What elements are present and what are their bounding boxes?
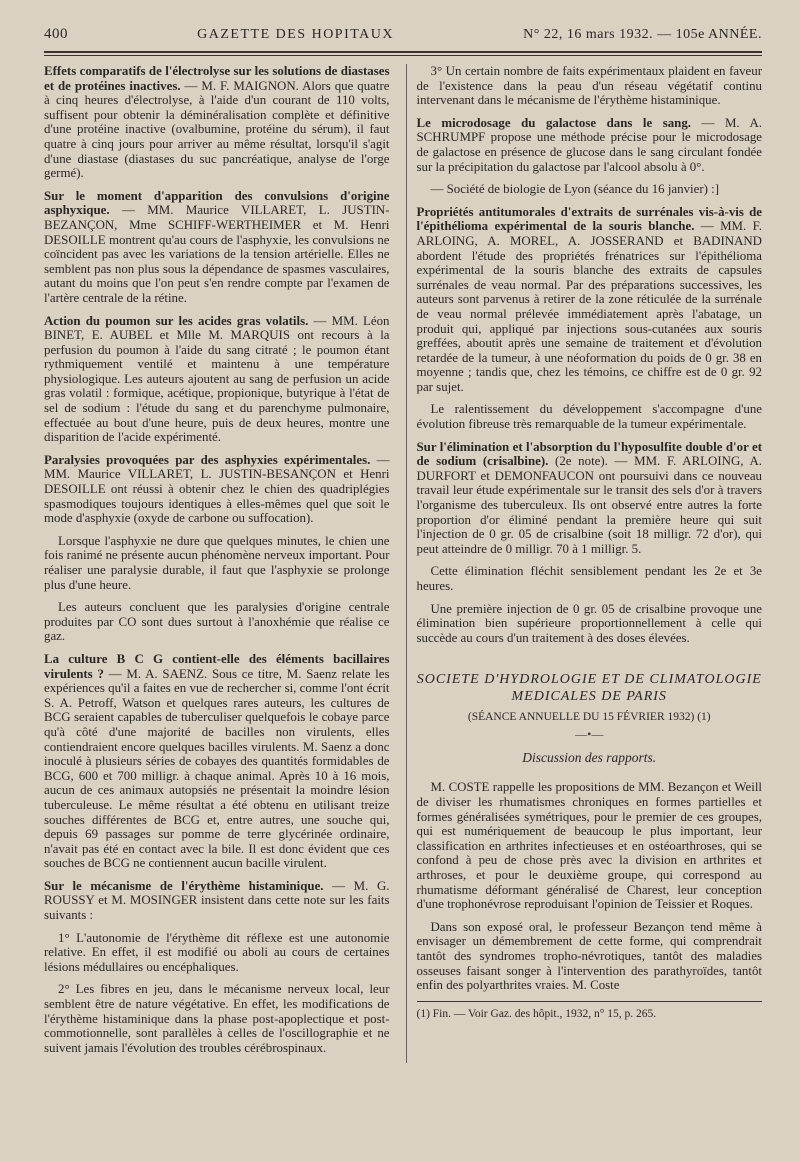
- paragraph: M. COSTE rappelle les propositions de MM. Bezançon et Weill de diviser les rhumatismes chroniques en formes partielles et formes généralisées symétriques, pour le premier de ces groupes, qui est numériquement de beaucoup le plus important, leur classification en arthrites infectieuses et en ostéoarthroses, qui se confond à peu de chose près avec la division en arthrites et arthroses, et pour le deuxième groupe, qui correspond au rhumatisme déformant généralisé de Charest, leur conception d'une trophonévrose reproduisant l'opinion de Teissier et Roques.: [416, 780, 762, 912]
- society-subheading: — Société de biologie de Lyon (séance du 16 janvier) :]: [430, 182, 720, 197]
- article-electrolyse: [44, 64, 390, 181]
- paragraph: Lorsque l'asphyxie ne dure que quelques minutes, le chien une fois ranimé ne présente aucun phénomène nerveux important. Pour réaliser une paralysie durable, il faut que l'asphyxie se prolonge plus d'une heure.: [44, 533, 390, 592]
- ornament-divider: —•—: [575, 727, 604, 742]
- article-title: Sur le mécanisme de l'érythème histaminique.: [44, 878, 324, 893]
- header-rule: [44, 51, 762, 53]
- header-rule-thin: [44, 55, 762, 56]
- footnote: (1) Fin. — Voir Gaz. des hôpit., 1932, n° 15, p. 265.: [416, 1007, 657, 1020]
- article-text: — M. F. MAIGNON. Alors que quatre à cinq heures d'électrolyse, à l'aide d'un courant de 110 volts, suffisent pour obtenir la déminéralisation complète et définitive d'une protéine inactive (ovalbumine, protéine du sérum), il faut quatre à cinq jours pour arriver au même résultat, lorsqu'il s'agit d'une diastase (diastases du suc pancréatique, analyse de l'orge germé).: [44, 78, 390, 181]
- discussion-heading: Discussion des rapports.: [522, 750, 657, 766]
- article-text: — M. A. SCHRUMPF propose une méthode précise pour le microdosage de galactose en présence de glucose dans le sang circulant fondée sur la précipitation du galactose par l'alcool absolu à 0°.: [416, 115, 762, 174]
- paragraph: 2° Les fibres en jeu, dans le mécanisme nerveux local, leur semblent être de nature végétative. En effet, les modifications de l'érythème histaminique dans la phase post-apoplectique et post-commotionnelle, sont parallèles à celles de l'oscillographie et ne suivent jamais l'évolution des troubles cérébrospinaux.: [44, 982, 390, 1055]
- article-title: La culture B C G contient-elle des éléments bacillaires virulents ?: [44, 651, 390, 681]
- article-title: Effets comparatifs de l'électrolyse sur les solutions de diastases et de protéines inactives.: [44, 64, 390, 93]
- article-text: — MM. Maurice VILLARET, L. JUSTIN-BEZANÇON, Mme SCHIFF-WERTHEIMER et M. Henri DESOILLE montrent qu'au cours de l'asphyxie, les convulsions ne coïncident pas avec les variations de la tension artérielle. Elles ne semblent pas non plus sous la dépendance de spasmes vasculaires, autant du moins que l'on peut s'en rendre compte par l'examen de l'artère centrale de la rétine.: [44, 203, 390, 305]
- article-bcg: [44, 652, 390, 871]
- paragraph: 1° L'autonomie de l'érythème dit réflexe est une autonomie relative. En effet, il est modifié ou aboli au cours de certaines lésions médullaires ou encéphaliques.: [44, 930, 390, 974]
- article-text: — MM. Léon BINET, E. AUBEL et Mlle M. MARQUIS ont recours à la perfusion du poumon à l'aide du sang citraté ; le poumon étant rythmiquement ventilé et maintenu à une température physiologique. Les auteurs ajoutent au sang de perfusion un acide gras volatil : formique, acétique, propionique, butyrique à l'état de sel de sodium : l'étude du sang et du parenchyme pulmonaire, effectuée au bout d'une heure, puis de deux heures, montre une disparition de l'acide expérimenté.: [44, 313, 390, 445]
- article-poumon: [44, 314, 390, 445]
- article-title: Sur l'élimination et l'absorption du l'hyposulfite double d'or et de sodium (crisalbine).: [416, 439, 762, 469]
- article-paralysies: [44, 453, 390, 526]
- article-surrenales: [417, 205, 763, 395]
- society-title-line: MEDICALES DE PARIS: [511, 689, 667, 705]
- page-header: [44, 26, 762, 43]
- paragraph: 3° Un certain nombre de faits expérimentaux plaident en faveur de l'existence dans la peau d'un réseau végétatif continu intervenant dans le mécanisme de l'érythème histaminique.: [416, 64, 762, 108]
- journal-title: GAZETTE DES HOPITAUX: [197, 27, 395, 42]
- right-column: [406, 64, 763, 1063]
- page-number: 400: [44, 26, 68, 42]
- article-text: — M. G. ROUSSY et M. MOSINGER insistent dans cette note sur les faits suivants :: [44, 878, 390, 923]
- article-title: Propriétés antitumorales d'extraits de surrénales vis-à-vis de l'épithélioma expérimental de la souris blanche.: [416, 204, 762, 234]
- paragraph: Dans son exposé oral, le professeur Bezançon tend même à envisager un démembrement de cette forme, qui comprendrait tantôt des syndromes tropho-névrotiques, tantôt des maladies osseuses faisant songer à l'intervention des parathyroïdes, tantôt enfin des polyarthrites vraies. M. Coste: [416, 919, 762, 993]
- two-column-body: [44, 64, 762, 1063]
- article-title: Paralysies provoquées par des asphyxies expérimentales.: [44, 452, 371, 467]
- article-convulsions: [44, 189, 390, 306]
- article-crisalbine: [417, 440, 763, 557]
- article-title: Le microdosage du galactose dans le sang.: [416, 115, 692, 130]
- article-text: — MM. F. ARLOING, A. MOREL, A. JOSSERAND et BADINAND abordent l'étude des propriétés frénatrices sur l'épithélioma expérimental de la souris blanche des extraits de capsules surrénales de veau normal. Par des préparations successives, les auteurs sont parvenus à retirer de la zone réticulée de la surrénale de veau normal prélevée immédiatement après l'abatage, un produit qui, appliqué par injections sous-cutanées aux souris greffées, aboutit après une semaine de traitement et d'évolution retardée de la tumeur, à une néoformation du poids de 0 gr. 38 en moyenne ; tandis que, chez les témoins, ce chiffre est de 0 gr. 92 par sujet.: [416, 219, 762, 394]
- issue-info: N° 22, 16 mars 1932. — 105e ANNÉE.: [523, 27, 762, 42]
- society-title-line: SOCIETE D'HYDROLOGIE ET DE CLIMATOLOGIE: [416, 672, 762, 688]
- paragraph: Une première injection de 0 gr. 05 de crisalbine provoque une élimination bien supérieure proportionnellement à celle qui succède au cours d'un traitement à des doses élevées.: [416, 601, 762, 645]
- article-galactose: [417, 116, 763, 174]
- paragraph: Les auteurs concluent que les paralysies d'origine centrale produites par CO sont dues surtout à l'anoxhémie que réalise ce gaz.: [44, 600, 390, 644]
- article-erytheme: [44, 879, 390, 923]
- article-text: — MM. Maurice VILLARET, L. JUSTIN-BESANÇON et Henri DESOILLE ont réussi à obtenir chez le chien des quadriplégies spasmodiques toujours identiques à elles-mêmes quel que soit le mode d'asphyxie (oxyde de carbone ou suffocation).: [44, 452, 390, 526]
- article-text: (2e note). — MM. F. ARLOING, A. DURFORT et DEMONFAUCON ont poursuivi dans ce nouveau travail leur étude expérimentale sur le transit des sels d'or à travers l'organisme des tuberculeux. Ils ont observé entre autres la forte proportion d'or éliminé pendant la première heure qui suit l'injection de 0 gr. 05 de crisalbine (soit 18 milligr. 72 d'or), qui peut atteindre de 0 milligr. 70 à 1 milligr. 5.: [416, 454, 762, 556]
- left-column: [44, 64, 390, 1063]
- paragraph: Le ralentissement du développement s'accompagne d'une évolution fibreuse très remarquable de la tumeur expérimentale.: [416, 402, 762, 432]
- session-date: (SÉANCE ANNUELLE DU 15 FÉVRIER 1932) (1): [467, 711, 711, 724]
- article-title: Sur le moment d'apparition des convulsions d'origine asphyxique.: [44, 188, 390, 218]
- footnote-rule: [417, 1001, 763, 1002]
- paragraph: Cette élimination fléchit sensiblement pendant les 2e et 3e heures.: [416, 564, 762, 593]
- society-title: [417, 671, 763, 705]
- article-title: Action du poumon sur les acides gras volatils.: [44, 313, 309, 328]
- article-text: — M. A. SAENZ. Sous ce titre, M. Saenz relate les expériences qu'il a faites en vue de rechercher si, comme l'ont écrit S. A. Petroff, Watson et quelques rares auteurs, les cultures de BCG seraient capables de tuberculiser quelquefois le cobaye parce qu'à côté d'une majorité de bacilles non virulents, elles contiendraient encore quelques bacilles virulents. M. Saenz a donc inoculé à plusieurs séries de cobayes des quantités formidables de BCG, 600 et 700 milligr. à chaque animal. Après 10 à 16 mois, aucun de ces animaux autopsiés ne présentait la moindre lésion tuberculeuse. Le même résultat a été obtenu en utilisant treize souches différentes de BCG et, entre autres, une souche qui, depuis 69 passages sur pomme de terre glycérinée ordinaire, n'avait pas été en contact avec la bile. Il est donc évident que ces souches de BCG ne contiennent aucun bacille virulent.: [44, 666, 390, 871]
